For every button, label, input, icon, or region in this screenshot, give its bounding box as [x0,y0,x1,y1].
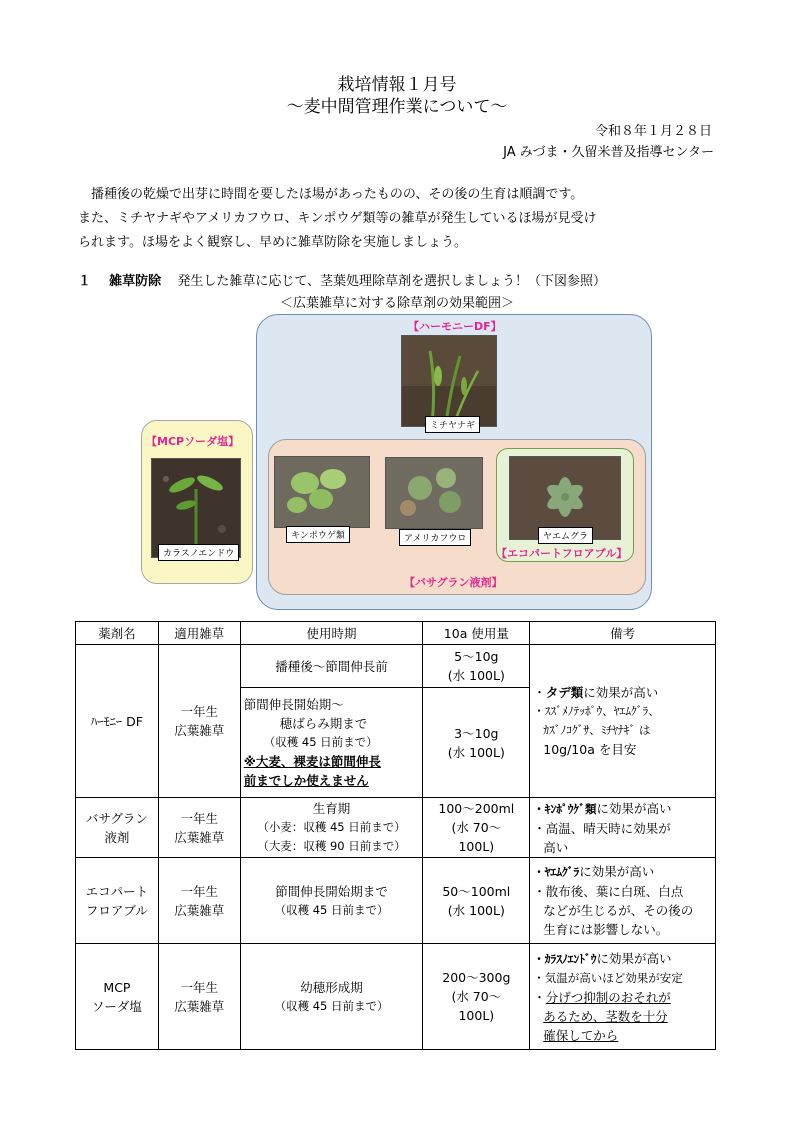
basagran-time [240,798,423,858]
weed-line: 一年生 [180,704,219,719]
name-line: エコパート [85,883,149,899]
harmony-amount2 [423,688,530,798]
bullet: ・ [533,989,546,1005]
weed-line: 広葉雑草 [174,998,225,1014]
weed-line: 一年生 [180,883,219,899]
time-line: 節間伸長開始期まで [275,883,388,899]
name-line: 液剤 [104,829,130,845]
name-line: MCP [103,979,131,995]
amount-line: 5～10g [454,649,499,664]
yaemugura-tag: ヤエムグラ [538,527,593,544]
harmony-label: 【ハーモニーDF】 [408,320,502,333]
table-row [76,944,716,1050]
michiyanagi-photo [401,335,497,427]
mcp-label: 【MCPソーダ塩】 [146,435,240,448]
karasunoendou-photo [151,458,241,558]
section-heading [78,270,606,289]
mcp-weed [158,944,240,1050]
ecopart-amount [423,858,530,944]
section-number: １ [78,274,92,289]
ecopart-time [240,858,423,944]
note-text: に効果が高い [579,864,655,879]
harmony-note [530,645,716,798]
time-line: （収穫 45 日前まで） [274,998,389,1013]
name-line: ソーダ塩 [91,998,142,1014]
americafuuro-photo [385,457,483,529]
note-line: などが生じるが、その後の [543,903,694,918]
time-line: （収穫 45 日前まで） [274,902,389,917]
title-line1: 栽培情報１月号 [337,75,457,95]
amount-line: (水 70～ [451,820,502,835]
herbicide-table [75,621,716,1050]
americafuuro-tag: アメリカフウロ [399,529,471,546]
intro-line2: また、ミチヤナギやアメリカフウロ、キンポウゲ類等の雑草が発生しているほ場が見受け [78,211,597,226]
amount-line: 100L) [458,839,495,854]
weed-line: 一年生 [180,979,219,995]
note-text: に効果が高い [583,685,659,700]
time-line: 穂ばらみ期まで [279,716,368,731]
header-cell: 適用雑草 [158,622,240,645]
note-line: 生育には影響しない。 [543,922,669,937]
issue-date: 令和８年１月２８日 [594,124,712,139]
intro-line1: 播種後の乾燥で出芽に時間を要したほ場があったものの、その後の生育は順調です。 [91,187,584,202]
note-line: 高い [543,839,569,855]
note-line: 10g/10a を目安 [543,742,637,757]
time-line: （大麦：収穫 90 日前まで） [257,839,406,853]
harmony-amount1 [423,645,530,688]
header-cell: 10a 使用量 [423,622,530,645]
amount-line: (水 100L) [447,744,505,760]
basagran-name [76,798,159,858]
note-bold: ・ﾔｴﾑｸﾞﾗ [533,865,580,879]
note-line: ｶｽﾞﾉｺｸﾞｻ、ﾐﾁﾔﾅｷﾞ は [543,723,651,737]
table-header-row [76,622,716,645]
amount-line: 100～200ml [438,801,515,816]
amount-line: (水 100L) [447,668,505,683]
note-bold: ・ｷﾝﾎﾟｳｹﾞ類 [533,801,597,816]
ecopart-weed [158,858,240,944]
basagran-weed [158,798,240,858]
title-line2: ～麦中間管理作業について～ [286,97,508,117]
time-line: （小麦：収穫 45 日前まで） [257,820,406,834]
harmony-time1: 播種後～節間伸長前 [240,645,423,688]
weed-line: 広葉雑草 [174,723,225,738]
ecopart-note [530,858,716,944]
weed-line: 一年生 [180,810,219,826]
note-line: ・ｽｽﾞﾒﾉﾃｯﾎﾟｳ、ﾔｴﾑｸﾞﾗ、 [533,704,660,718]
michiyanagi-tag: ミチヤナギ [425,416,480,433]
harmony-name: ﾊｰﾓﾆｰ DF [76,645,159,798]
ecopart-label: 【エコパートフロアブル】 [496,547,628,560]
note-line: ・気温が高いほど効果が安定 [533,970,683,985]
mcp-amount [423,944,530,1050]
basagran-amount [423,798,530,858]
note-line: 分げつ抑制のおそれが [545,989,671,1005]
mcp-name [76,944,159,1050]
amount-line: 100L) [458,1008,495,1023]
note-line: ・高温、晴天時に効果が [533,820,671,836]
name-line: フロアブル [85,902,148,918]
name-line: バサグラン [85,810,148,826]
figure-caption: ＜広葉雑草に対する除草剤の効果範囲＞ [279,296,514,311]
time-line: 幼穂形成期 [300,979,363,995]
note-bold: ・ｶﾗｽﾉｴﾝﾄﾞｳ [533,951,597,966]
note-line: 確保してから [543,1027,619,1043]
organization: JA みづま・久留米普及指導センター [503,145,714,160]
amount-line: 50～100ml [442,883,511,899]
time-line: 生育期 [312,801,351,816]
amount-line: 200～300g [442,970,511,985]
section-title: 雑草防除 [109,274,162,289]
note-text: に効果が高い [596,950,672,966]
intro-paragraph [78,183,728,255]
time-line: 節間伸長開始期～ [243,697,344,712]
table-row [76,645,716,688]
karasunoendou-tag: カラスノエンドウ [158,544,239,561]
amount-line: 3～10g [454,725,499,741]
basagran-label: 【バサグラン液剤】 [404,576,503,589]
header-cell: 備考 [530,622,716,645]
note-line: ・散布後、葉に白斑、白点 [533,884,684,899]
table-row [76,858,716,944]
time-line: （収穫 45 日前まで） [263,735,378,749]
amount-line: (水 70～ [451,989,502,1004]
kinpouge-photo [274,456,370,528]
section-text: 発生した雑草に応じて、茎葉処理除草剤を選択しましょう！（下図参照） [177,274,607,289]
amount-line: (水 100L) [447,902,505,918]
header-cell: 使用時期 [240,622,423,645]
table-row [76,798,716,858]
bullet: ・ [533,685,546,700]
weed-line: 広葉雑草 [174,902,225,918]
note-line: あるため、茎数を十分 [543,1008,668,1024]
warning-line: ※大麦、裸麦は節間伸長 [243,754,381,769]
mcp-note [530,944,716,1050]
header-cell: 薬剤名 [76,622,159,645]
harmony-weed [158,645,240,798]
note-text: に効果が高い [596,800,672,816]
intro-line3: られます。ほ場をよく観察し、早めに雑草防除を実施しましょう。 [78,235,467,250]
warning-line: 前までしか使えません [243,773,369,788]
note-bold: タデ類 [545,685,584,700]
weed-line: 広葉雑草 [174,829,225,845]
harmony-time2 [240,688,423,798]
mcp-time [240,944,423,1050]
basagran-note [530,798,716,858]
kinpouge-tag: キンポウゲ類 [286,526,350,543]
ecopart-name [76,858,159,944]
